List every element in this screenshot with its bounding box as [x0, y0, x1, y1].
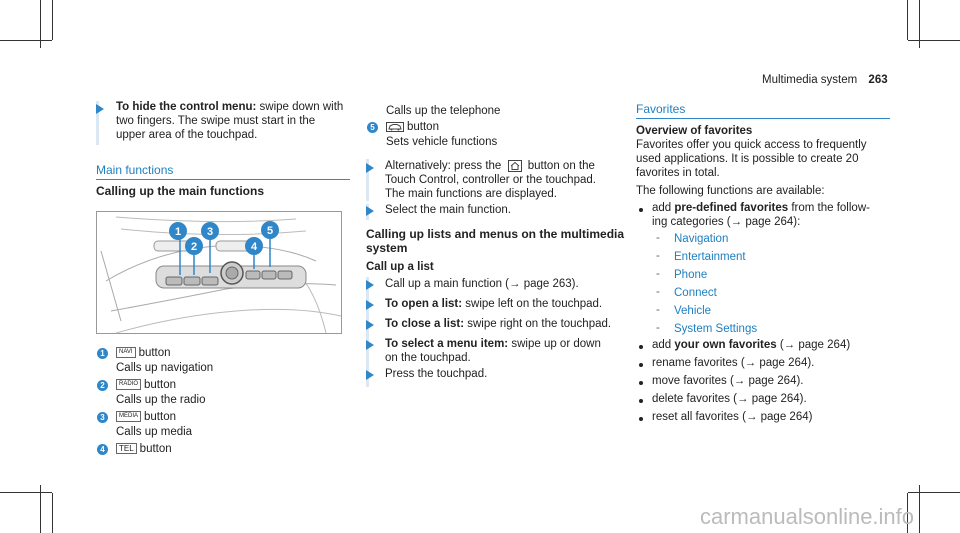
section-rule: [636, 118, 890, 119]
hide-menu-rest: swipe down with: [259, 101, 344, 113]
step-open-list: [385, 297, 602, 312]
dash: -: [656, 250, 660, 262]
bullet-text: add: [652, 339, 672, 351]
alt-line3: The main functions are displayed.: [385, 188, 557, 200]
fav-para-line3: favorites in total.: [636, 167, 720, 179]
step-arrow-icon: [366, 300, 374, 310]
page-number: 263: [868, 74, 888, 86]
section-title-main-functions: Main functions: [96, 163, 174, 177]
item-number-5: 5: [367, 122, 378, 133]
step-arrow-icon: [366, 206, 374, 216]
hide-menu-line2: two fingers. The swipe must start in the: [116, 115, 316, 127]
lists-heading-line2: system: [366, 241, 408, 255]
callout-4: 4: [250, 241, 258, 253]
step-arrow-icon: [366, 320, 374, 330]
bullet-predefined-l2: ing categories (→ page 264):: [652, 216, 801, 228]
alt-text-b: button on the: [527, 160, 595, 172]
alt-line2: Touch Control, controller or the touchpad.: [385, 174, 596, 186]
bullet-bold: pre-defined favorites: [674, 202, 789, 214]
callout-1: 1: [174, 226, 182, 238]
bullet: [639, 417, 643, 421]
category-system-settings[interactable]: System Settings: [674, 323, 758, 335]
step-arrow-icon: [366, 340, 374, 350]
bullet: [639, 363, 643, 367]
step-text: swipe right on the touchpad.: [467, 318, 612, 330]
dash: -: [656, 232, 660, 244]
bullet-own-favorites: [652, 338, 850, 353]
car-icon: [386, 122, 404, 132]
step-bold: To open a list:: [385, 298, 463, 310]
subheading-calling-up: Calling up the main functions: [96, 184, 264, 198]
category-navigation[interactable]: Navigation: [674, 233, 729, 245]
crop-mark: [908, 40, 960, 41]
bullet: [639, 399, 643, 403]
dash: -: [656, 286, 660, 298]
item-number-1: 1: [97, 348, 108, 359]
step-call-main: Call up a main function (→ page 263).: [385, 278, 579, 290]
step-text: swipe left on the touchpad.: [465, 298, 603, 310]
bullet-bold: your own favorites: [674, 339, 777, 351]
navi-key-icon: NAVI: [116, 347, 136, 358]
dash: -: [656, 268, 660, 280]
step-select-item: [385, 337, 601, 352]
step-text: swipe up or down: [511, 338, 601, 350]
item-label: button: [138, 347, 171, 359]
bullet-reset: reset all favorites (→ page 264): [652, 411, 813, 423]
crop-mark: [52, 0, 53, 40]
section-title-favorites: Favorites: [636, 102, 686, 116]
step-bold: To select a menu item:: [385, 338, 509, 350]
select-main-function: Select the main function.: [385, 204, 511, 216]
callout-3: 3: [206, 226, 214, 238]
running-header: [762, 73, 888, 88]
watermark: carmanualsonline.info: [700, 504, 915, 529]
bullet: [639, 345, 643, 349]
item-label: button: [144, 379, 176, 391]
step-arrow-icon: [366, 163, 374, 173]
item-number-2: 2: [97, 380, 108, 391]
tel-key-icon: TEL: [116, 443, 137, 454]
dash: -: [656, 322, 660, 334]
crop-mark: [0, 40, 52, 41]
item-media-button: [116, 410, 176, 425]
category-entertainment[interactable]: Entertainment: [674, 251, 746, 263]
item-navi-button: [116, 346, 171, 361]
step-close-list: [385, 317, 611, 332]
fav-para-line2: used applications. It is possible to create 20: [636, 153, 859, 165]
crop-mark: [0, 492, 52, 493]
category-vehicle[interactable]: Vehicle: [674, 305, 712, 317]
home-icon: [508, 160, 522, 172]
category-phone[interactable]: Phone: [674, 269, 708, 281]
hide-menu-bold: To hide the control menu:: [116, 101, 257, 113]
header-title: Multimedia system: [762, 74, 858, 86]
call-up-list-heading: Call up a list: [366, 261, 434, 273]
fav-para-line1: Favorites offer you quick access to frequently: [636, 139, 867, 151]
step-arrow-icon: [366, 370, 374, 380]
bullet-text: (→ page 264): [779, 339, 851, 351]
step-bold: To close a list:: [385, 318, 465, 330]
item-vehicle-button: [386, 120, 439, 135]
item-navi-desc: Calls up navigation: [116, 362, 214, 374]
step-arrow-icon: [96, 104, 104, 114]
console-illustration: [96, 211, 342, 334]
crop-mark: [907, 0, 908, 40]
callout-5: 5: [266, 225, 274, 237]
hide-menu-line3: upper area of the touchpad.: [116, 129, 258, 141]
item-label: button: [144, 411, 176, 423]
bullet-text: add: [652, 202, 672, 214]
item-media-desc: Calls up media: [116, 426, 193, 438]
fav-para-line4: The following functions are available:: [636, 185, 825, 197]
hide-menu-line1: [116, 100, 343, 115]
media-key-icon: MEDIA: [116, 411, 141, 422]
alt-line1: [385, 159, 595, 174]
step-arrow-icon: [366, 280, 374, 290]
bullet: [639, 208, 643, 212]
bullet-predefined: [652, 201, 870, 216]
item-number-3: 3: [97, 412, 108, 423]
bullet-text: from the follow-: [791, 202, 870, 214]
tel-desc: Calls up the telephone: [386, 105, 501, 117]
section-rule: [96, 179, 350, 180]
item-radio-desc: Calls up the radio: [116, 394, 206, 406]
bullet: [639, 381, 643, 385]
step-select-item-l2: on the touchpad.: [385, 352, 471, 364]
crop-mark: [908, 492, 960, 493]
item-label: button: [139, 443, 172, 455]
category-connect[interactable]: Connect: [674, 287, 717, 299]
bullet-delete: delete favorites (→ page 264).: [652, 393, 807, 405]
step-press-touchpad: Press the touchpad.: [385, 368, 488, 380]
item-number-4: 4: [97, 444, 108, 455]
item-label: button: [407, 121, 439, 133]
subheading-overview: Overview of favorites: [636, 125, 753, 137]
item-radio-button: [116, 378, 176, 393]
callout-2: 2: [190, 241, 198, 253]
bullet-move: move favorites (→ page 264).: [652, 375, 804, 387]
item-vehicle-desc: Sets vehicle functions: [386, 136, 498, 148]
radio-key-icon: RADIO: [116, 379, 141, 390]
dash: -: [656, 304, 660, 316]
item-tel-button: [116, 442, 172, 457]
lists-heading-line1: Calling up lists and menus on the multimedia: [366, 227, 625, 241]
alt-text: Alternatively: press the: [385, 160, 502, 172]
bullet-rename: rename favorites (→ page 264).: [652, 357, 815, 369]
crop-mark: [52, 493, 53, 533]
